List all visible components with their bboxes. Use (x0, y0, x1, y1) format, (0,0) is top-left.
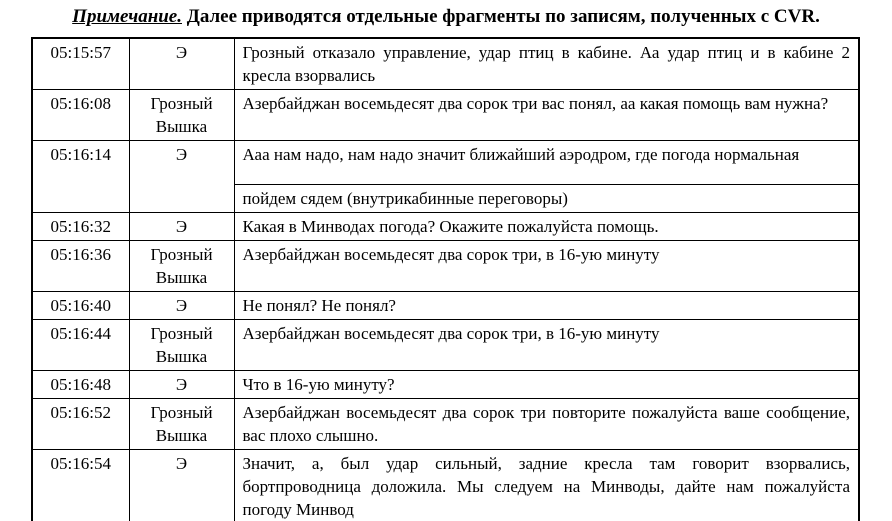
time-cell: 05:16:54 (32, 450, 129, 521)
speaker-cell: Грозный Вышка (129, 320, 234, 371)
time-cell: 05:16:32 (32, 213, 129, 241)
speaker-cell: Э (129, 141, 234, 213)
text-cell: Грозный отказало управление, удар птиц в кабине. Аа удар птиц и в кабине 2 кресла взорвались (234, 38, 859, 90)
text-cell: Азербайджан восемьдесят два сорок три, в 16-ую минуту (234, 241, 859, 292)
speaker-cell: Грозный Вышка (129, 399, 234, 450)
time-cell: 05:16:44 (32, 320, 129, 371)
table-row (32, 90, 859, 141)
table-row (32, 241, 859, 292)
speaker-cell: Э (129, 450, 234, 521)
speaker-cell: Э (129, 213, 234, 241)
table-row (32, 320, 859, 371)
table-row (32, 371, 859, 399)
time-cell: 05:16:40 (32, 292, 129, 320)
speaker-cell: Э (129, 371, 234, 399)
speaker-cell: Грозный Вышка (129, 241, 234, 292)
table-row (32, 38, 859, 90)
text-cell: Азербайджан восемьдесят два сорок три, в 16-ую минуту (234, 320, 859, 371)
time-cell: 05:15:57 (32, 38, 129, 90)
time-cell: 05:16:08 (32, 90, 129, 141)
text-cell: Не понял? Не понял? (234, 292, 859, 320)
speaker-cell: Э (129, 38, 234, 90)
table-row (32, 213, 859, 241)
text-cell: Ааа нам надо, нам надо значит ближайший аэродром, где погода нормальная (234, 141, 859, 185)
time-cell: 05:16:14 (32, 141, 129, 213)
time-cell: 05:16:52 (32, 399, 129, 450)
table-row (32, 292, 859, 320)
time-cell: 05:16:48 (32, 371, 129, 399)
text-cell: Азербайджан восемьдесят два сорок три повторите пожалуйста ваше сообщение, вас плохо слышно. (234, 399, 859, 450)
text-cell: пойдем сядем (внутрикабинные переговоры) (234, 185, 859, 213)
text-cell: Что в 16-ую минуту? (234, 371, 859, 399)
cvr-transcript-table (31, 37, 860, 521)
text-cell: Значит, а, был удар сильный, задние кресла там говорит взорвались, бортпроводница доложила. Мы следуем на Минводы, дайте нам пожалуйста погоду Минвод (234, 450, 859, 521)
speaker-cell: Э (129, 292, 234, 320)
table-row (32, 141, 859, 185)
table-row (32, 399, 859, 450)
time-cell: 05:16:36 (32, 241, 129, 292)
table-row (32, 450, 859, 521)
note-paragraph (30, 4, 862, 30)
text-cell: Азербайджан восемьдесят два сорок три вас понял, аа какая помощь вам нужна? (234, 90, 859, 141)
text-cell: Какая в Минводах погода? Окажите пожалуйста помощь. (234, 213, 859, 241)
speaker-cell: Грозный Вышка (129, 90, 234, 141)
note-text: Далее приводятся отдельные фрагменты по записям, полученных с CVR. (182, 6, 820, 27)
note-label: Примечание. (72, 6, 182, 27)
